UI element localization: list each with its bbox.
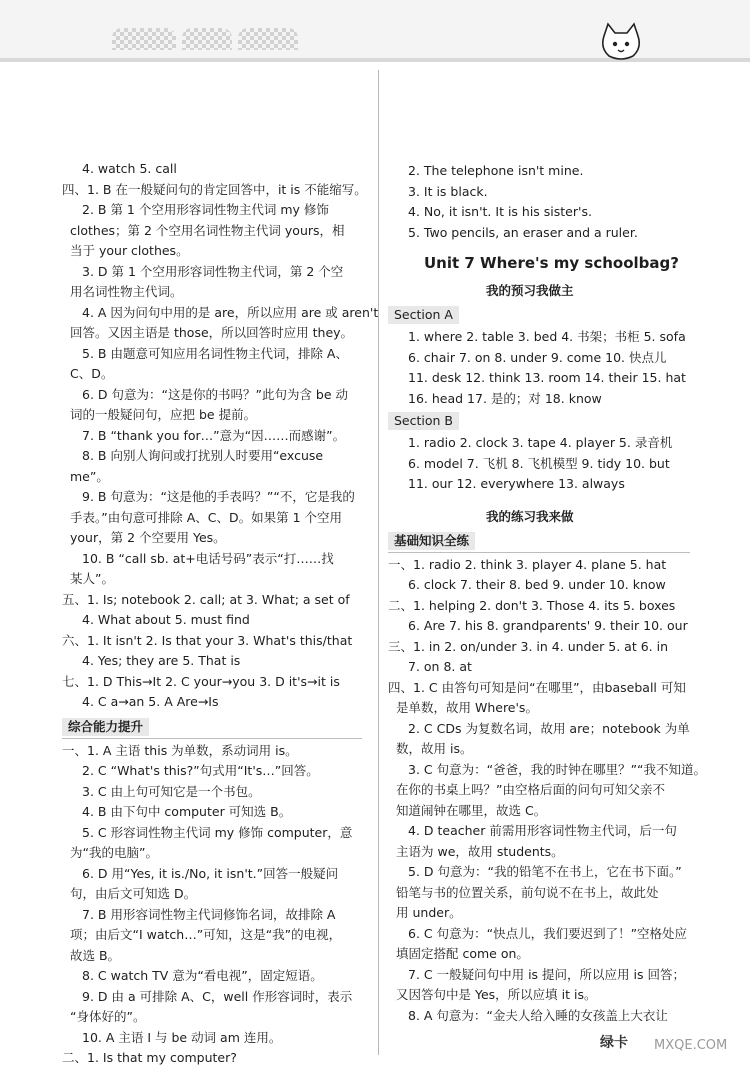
answer-line: 数，故用 is。: [396, 741, 473, 756]
answer-line: 7. B 用形容词性物主代词修饰名词，故排除 A: [82, 906, 336, 922]
answer-line: C、D。: [70, 366, 114, 381]
answer-line: 当于 your clothes。: [70, 243, 189, 258]
section-a-label: Section A: [388, 306, 459, 324]
answer-line: your，第 2 个空要用 Yes。: [70, 530, 226, 545]
answer-line: 2. B 第 1 个空用形容词性物主代词 my 修饰: [82, 202, 329, 217]
answer-line: 9. B 句意为：“这是他的手表吗？”“不，它是我的: [82, 489, 355, 504]
answer-line: 4. No, it isn't. It is his sister's.: [408, 204, 592, 219]
answer-line: 4. C a→an 5. A Are→Is: [82, 694, 219, 709]
answer-line: 铅笔与书的位置关系，前句说不在书上，故此处: [396, 884, 659, 900]
heading-preview: 我的预习我做主: [486, 283, 574, 298]
header-checker-pattern: [112, 28, 176, 50]
cat-mascot-icon: [598, 22, 644, 62]
answer-line: 3. It is black.: [408, 183, 488, 199]
answer-line: 知道闹钟在哪里，故选 C。: [396, 802, 547, 818]
answer-line: 1. where 2. table 3. bed 4. 书架；书柜 5. sofa: [408, 329, 686, 344]
answer-line: 2. The telephone isn't mine.: [408, 163, 584, 178]
answer-line: clothes；第 2 个空用名词性物主代词 yours，相: [70, 222, 345, 238]
answer-line: 4. Yes; they are 5. That is: [82, 653, 241, 668]
answer-line: 8. C watch TV 意为“看电视”，固定短语。: [82, 968, 323, 983]
section-b-label: Section B: [388, 412, 459, 430]
answer-line: 4. A 因为问句中用的是 are，所以应用 are 或 aren't: [82, 304, 379, 320]
answer-line: 三、1. in 2. on/under 3. in 4. under 5. at 6. in: [388, 638, 669, 654]
footer-brand: 绿卡: [600, 1035, 628, 1051]
answer-line: 5. B 由题意可知应用名词性物主代词，排除 A、: [82, 345, 348, 361]
column-divider: [378, 70, 379, 1055]
section-title: 综合能力提升: [62, 718, 149, 736]
answer-line: 某人”。: [70, 571, 114, 586]
answer-line: 3. C 句意为：“爸爸，我的时钟在哪里？”“我不知道。: [408, 761, 707, 777]
answer-line: 11. our 12. everywhere 13. always: [408, 476, 625, 491]
answer-line: 5. C 形容词性物主代词 my 修饰 computer，意: [82, 824, 353, 840]
answer-line: 6. model 7. 飞机 8. 飞机模型 9. tidy 10. but: [408, 455, 670, 471]
answer-line: 10. A 主语 I 与 be 动词 am 连用。: [82, 1029, 282, 1045]
unit-title: Unit 7 Where's my schoolbag?: [424, 254, 679, 272]
answer-line: 6. D 用“Yes, it is./No, it isn't.”回答一般疑问: [82, 865, 339, 881]
section-basic-label: 基础知识全练: [388, 532, 475, 550]
answer-line: 用 under。: [396, 905, 462, 920]
header-checker-pattern: [182, 28, 232, 50]
answer-line: 手表。”由句意可排除 A、C、D。如果第 1 个空用: [70, 509, 343, 525]
answer-line: 6. clock 7. their 8. bed 9. under 10. know: [408, 577, 666, 592]
watermark: MXQE.COM: [654, 1038, 728, 1053]
section-underline: [388, 552, 690, 553]
answer-line: 2. C “What's this?”句式用“It's…”回答。: [82, 763, 319, 778]
answer-line: 故选 B。: [70, 947, 121, 963]
answer-line: 11. desk 12. think 13. room 14. their 15. hat: [408, 370, 686, 385]
section-underline: [62, 738, 362, 739]
answer-line: 4. watch 5. call: [82, 161, 177, 176]
answer-line: 4. B 由下句中 computer 可知选 B。: [82, 804, 292, 819]
answer-line: 7. B “thank you for…”意为“因……而感谢”。: [82, 427, 346, 443]
answer-line: 9. D 由 a 可排除 A、C，well 作形容词时，表示: [82, 988, 353, 1004]
answer-line: 六、1. It isn't 2. Is that your 3. What's this/that: [62, 632, 353, 648]
answer-line: 3. D 第 1 个空用形容词性物主代词，第 2 个空: [82, 263, 344, 279]
answer-line: 又因答句中是 Yes，所以应填 it is。: [396, 987, 597, 1002]
answer-line: 四、1. B 在一般疑问句的肯定回答中，it is 不能缩写。: [62, 181, 367, 197]
answer-line: 是单数，故用 Where's。: [396, 700, 538, 715]
answer-line: 10. B “call sb. at+电话号码”表示“打……找: [82, 550, 334, 566]
answer-line: 一、1. radio 2. think 3. player 4. plane 5. hat: [388, 556, 667, 572]
answer-line: 4. D teacher 前需用形容词性物主代词，后一句: [408, 823, 677, 838]
answer-line: 四、1. C 由答句可知是问“在哪里”，由baseball 可知: [388, 679, 686, 695]
answer-line: 二、1. Is that my computer?: [62, 1050, 237, 1065]
answer-line: 五、1. Is; notebook 2. call; at 3. What; a set of: [62, 591, 350, 607]
answer-line: 主语为 we，故用 students。: [396, 843, 564, 859]
answer-line: 二、1. helping 2. don't 3. Those 4. its 5. boxes: [388, 597, 676, 613]
answer-line: 2. C CDs 为复数名词，故用 are；notebook 为单: [408, 720, 690, 736]
answer-line: 在你的书桌上吗？”由空格后面的问句可知父亲不: [396, 782, 665, 797]
answer-line: 6. C 句意为：“快点儿，我们要迟到了！”空格处应: [408, 925, 688, 941]
answer-line: 用名词性物主代词。: [70, 284, 183, 299]
answer-line: 句，由后文可知选 D。: [70, 886, 197, 901]
answer-line: 项；由后文“I watch…”可知，这是“我”的电视，: [70, 927, 342, 942]
answer-line: 一、1. A 主语 this 为单数，系动词用 is。: [62, 742, 298, 758]
answer-line: 5. Two pencils, an eraser and a ruler.: [408, 224, 638, 240]
answer-line: 6. chair 7. on 8. under 9. come 10. 快点儿: [408, 349, 667, 365]
heading-practice: 我的练习我来做: [486, 508, 574, 524]
answer-line: 4. What about 5. must find: [82, 612, 250, 627]
answer-line: 为“我的电脑”。: [70, 845, 158, 860]
header-checker-pattern: [238, 28, 298, 50]
answer-line: 填固定搭配 come on。: [396, 946, 529, 961]
answer-line: 3. C 由上句可知它是一个书包。: [82, 783, 261, 799]
answer-line: 七、1. D This→It 2. C your→you 3. D it's→it is: [62, 673, 340, 689]
answer-line: 8. A 句意为：“金夫人给入睡的女孩盖上大衣让: [408, 1007, 668, 1023]
answer-line: 6. D 句意为：“这是你的书吗？”此句为含 be 动: [82, 386, 349, 402]
answer-line: 1. radio 2. clock 3. tape 4. player 5. 录音机: [408, 435, 673, 450]
answer-line: 6. Are 7. his 8. grandparents' 9. their 10. our: [408, 618, 688, 633]
answer-line: 5. D 句意为：“我的铅笔不在书上，它在书下面。”: [408, 864, 682, 879]
answer-line: 16. head 17. 是的；对 18. know: [408, 390, 602, 406]
answer-line: 回答。又因主语是 those，所以回答时应用 they。: [70, 325, 354, 340]
answer-line: 8. B 向别人询问或打扰别人时要用“excuse: [82, 448, 324, 463]
answer-line: 词的一般疑问句，应把 be 提前。: [70, 407, 257, 422]
answer-line: me”。: [70, 468, 109, 484]
answer-line: 7. on 8. at: [408, 659, 472, 674]
answer-line: “身体好的”。: [70, 1009, 146, 1024]
answer-line: 7. C 一般疑问句中用 is 提问，所以应用 is 回答；: [408, 966, 685, 982]
